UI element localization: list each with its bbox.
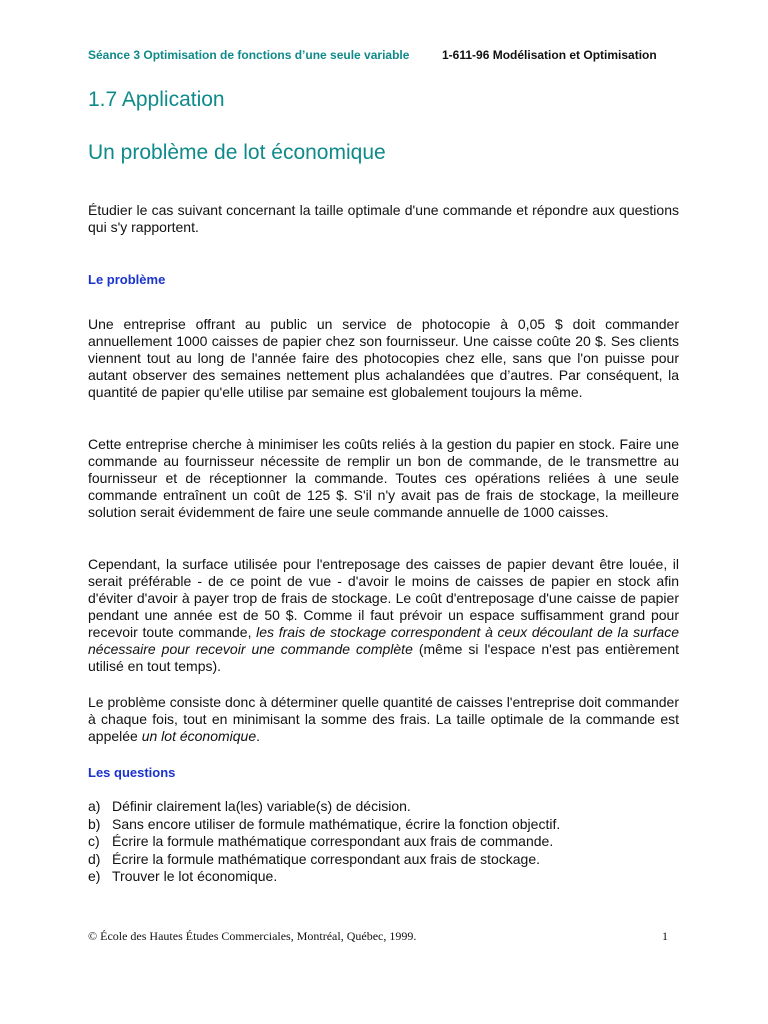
p3-text-end: (même si l'espace n'est pas entièrement utilisé en tout temps).: [88, 641, 679, 674]
section-title: 1.7 Application: [88, 88, 225, 111]
question-text: Définir clairement la(les) variable(s) de décision.: [112, 798, 411, 814]
problem-paragraph-3: [88, 556, 679, 675]
question-text: Sans encore utiliser de formule mathématique, écrire la fonction objectif.: [112, 815, 561, 832]
question-label: e): [88, 868, 101, 884]
question-item: [88, 868, 560, 886]
running-header: [88, 48, 680, 62]
p3-emphasis: les frais de stockage correspondent à ceux découlant de la surface nécessaire pour recevoir une commande complète: [88, 624, 679, 657]
problem-heading: Le problème: [88, 272, 166, 287]
copyright-text: © École des Hautes Études Commerciales, Montréal, Québec, 1999.: [88, 929, 417, 943]
question-text: Écrire la formule mathématique correspondant aux frais de commande.: [112, 833, 554, 849]
page-footer: [88, 929, 668, 944]
question-label: c): [88, 833, 100, 849]
intro-paragraph: Étudier le cas suivant concernant la taille optimale d'une commande et répondre aux questions qui s'y rapportent.: [88, 202, 679, 235]
section-subtitle: Un problème de lot économique: [88, 141, 386, 164]
p3-text-start: Cependant, la surface utilisée pour l'entreposage des caisses de papier devant être louée, il serait préférable - de ce point de vue - d'avoir le moins de caisses de papier en stock afin d'éviter d'avoir à payer trop de frais de stockage. Le coût d'entreposage d'une caisse de papier pendant une année est de 50 $. Comme il faut prévoir un espace suffisamment grand pour recevoir toute commande,: [88, 556, 679, 640]
question-item: [88, 833, 560, 851]
question-item: [88, 851, 560, 869]
question-label: b): [88, 815, 101, 832]
problem-paragraph-1: Une entreprise offrant au public un service de photocopie à 0,05 $ doit commander annuellement 1000 caisses de papier chez son fournisseur. Une caisse coûte 20 $. Ses clients viennent tout au long de l'année faire des photocopies chez elle, sans que l'on puisse pour autant observer des semaines nettement plus achalandées que d’autres. Par conséquent, la quantité de papier qu'elle utilise par semaine est globalement toujours la même.: [88, 316, 679, 400]
question-label: a): [88, 798, 101, 814]
problem-paragraph-2: Cette entreprise cherche à minimiser les coûts reliés à la gestion du papier en stock. Faire une commande au fournisseur nécessite de remplir un bon de commande, de le transmettre au fournisseur et de réceptionner la commande. Toutes ces opérations reliées à une seule commande entraînent un coût de 125 $. S'il n'y avait pas de frais de stockage, la meilleure solution serait évidemment de faire une seule commande annuelle de 1000 caisses.: [88, 436, 679, 520]
questions-heading: Les questions: [88, 765, 176, 780]
header-course-title: Séance 3 Optimisation de fonctions d’une seule variable: [88, 48, 410, 62]
problem-paragraph-4: [88, 694, 679, 745]
question-text: Écrire la formule mathématique correspondant aux frais de stockage.: [112, 850, 540, 867]
question-label: d): [88, 850, 101, 867]
question-item: [88, 816, 560, 834]
p4-text-end: .: [256, 728, 261, 744]
p4-emphasis: un lot économique: [141, 728, 257, 744]
page-number: 1: [662, 929, 668, 943]
header-course-code: 1-611-96 Modélisation et Optimisation: [442, 48, 657, 62]
p4-text-start: Le problème consiste donc à déterminer quelle quantité de caisses l'entreprise doit commander à chaque fois, tout en minimisant la somme des frais. La taille optimale de la commande est appelée: [88, 694, 680, 744]
questions-list: [88, 798, 560, 886]
question-text: Trouver le lot économique.: [112, 868, 278, 884]
question-item: [88, 798, 560, 816]
